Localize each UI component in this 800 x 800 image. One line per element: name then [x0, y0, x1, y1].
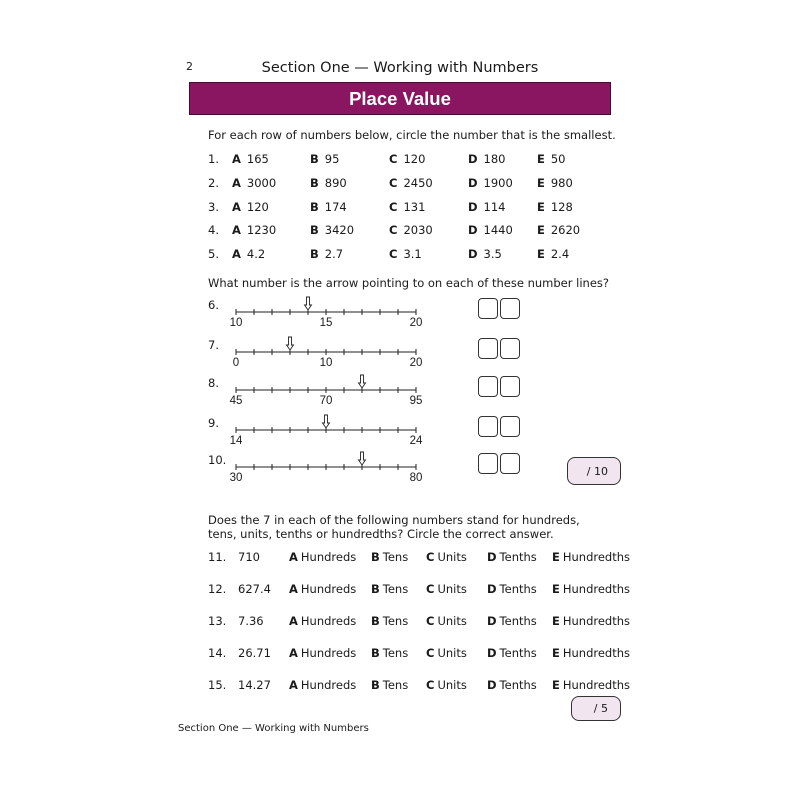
option-value: 980 — [550, 176, 573, 190]
question-value: 14.27 — [238, 678, 271, 692]
option-value: 2.4 — [550, 247, 570, 261]
option-letter: A — [232, 176, 241, 190]
question-number: 15. — [208, 678, 227, 692]
number-line-tick-label: 45 — [229, 395, 243, 407]
number-line-tick-label: 10 — [229, 317, 243, 329]
answer-option[interactable] — [289, 678, 356, 692]
option-letter: A — [289, 582, 298, 596]
answer-option[interactable] — [552, 582, 630, 596]
answer-option[interactable] — [468, 152, 506, 166]
answer-digit-box[interactable] — [500, 338, 520, 359]
option-letter: D — [487, 582, 497, 596]
answer-digit-box[interactable] — [500, 416, 520, 437]
option-letter: D — [487, 614, 497, 628]
option-text: Hundredths — [562, 582, 631, 596]
answer-option[interactable] — [371, 678, 408, 692]
option-value: 1440 — [483, 223, 513, 237]
question-number: 5. — [208, 247, 219, 261]
number-line-question-number: 8. — [208, 376, 219, 390]
answer-option[interactable] — [389, 247, 422, 261]
answer-option[interactable] — [468, 247, 502, 261]
answer-option[interactable] — [371, 646, 408, 660]
option-letter: C — [426, 582, 435, 596]
score-text-part2: / 10 — [586, 464, 608, 478]
option-letter: E — [552, 646, 560, 660]
option-value: 50 — [550, 152, 566, 166]
option-text: Tens — [382, 582, 409, 596]
option-text: Hundredths — [562, 614, 631, 628]
answer-option[interactable] — [310, 247, 343, 261]
option-letter: C — [389, 247, 398, 261]
option-letter: D — [487, 550, 497, 564]
option-text: Tenths — [499, 582, 537, 596]
answer-box-pair[interactable] — [478, 416, 520, 437]
option-letter: C — [389, 152, 398, 166]
number-line-tick-label: 30 — [229, 472, 243, 484]
option-letter: A — [232, 152, 241, 166]
option-letter: B — [310, 176, 319, 190]
score-box-part3 — [571, 696, 621, 721]
question-number: 13. — [208, 614, 227, 628]
answer-option[interactable] — [232, 152, 269, 166]
option-value: 3000 — [246, 176, 277, 190]
option-letter: E — [537, 200, 545, 214]
option-value: 2.7 — [324, 247, 344, 261]
option-letter: C — [426, 550, 435, 564]
answer-option[interactable] — [389, 200, 425, 214]
answer-option[interactable] — [537, 200, 573, 214]
number-line-question-number: 7. — [208, 338, 219, 352]
option-text: Units — [437, 646, 467, 660]
option-letter: A — [289, 614, 298, 628]
option-text: Units — [437, 614, 467, 628]
answer-box-pair[interactable] — [478, 453, 520, 474]
answer-option[interactable] — [468, 200, 506, 214]
answer-option[interactable] — [232, 176, 276, 190]
answer-digit-box[interactable] — [500, 376, 520, 397]
option-value: 3420 — [324, 223, 355, 237]
answer-digit-box[interactable] — [478, 298, 498, 319]
option-letter: C — [389, 200, 398, 214]
option-letter: A — [232, 247, 241, 261]
answer-option[interactable] — [426, 646, 467, 660]
answer-option[interactable] — [232, 223, 276, 237]
option-letter: C — [426, 646, 435, 660]
answer-digit-box[interactable] — [500, 453, 520, 474]
option-value: 120 — [403, 152, 426, 166]
option-letter: C — [426, 614, 435, 628]
answer-option[interactable] — [389, 152, 425, 166]
answer-option[interactable] — [552, 646, 630, 660]
option-text: Tens — [382, 614, 409, 628]
option-letter: A — [289, 646, 298, 660]
answer-option[interactable] — [310, 223, 354, 237]
option-text: Units — [437, 550, 467, 564]
answer-option[interactable] — [487, 646, 537, 660]
answer-option[interactable] — [426, 614, 467, 628]
question-number: 4. — [208, 223, 219, 237]
option-text: Tens — [382, 646, 409, 660]
option-letter: B — [371, 646, 380, 660]
answer-option[interactable] — [371, 550, 408, 564]
answer-option[interactable] — [426, 550, 467, 564]
answer-option[interactable] — [310, 200, 347, 214]
option-letter: B — [310, 200, 319, 214]
answer-option[interactable] — [289, 646, 356, 660]
option-value: 3.1 — [403, 247, 422, 261]
number-line-question-number: 10. — [208, 453, 227, 467]
question-number: 14. — [208, 646, 227, 660]
option-text: Hundreds — [300, 678, 357, 692]
part3-instruction-line1: Does the 7 in each of the following numbers stand for hundreds, — [208, 513, 580, 527]
option-letter: B — [310, 223, 319, 237]
answer-option[interactable] — [426, 582, 467, 596]
option-letter: E — [552, 582, 560, 596]
part2-instruction: What number is the arrow pointing to on each of these number lines? — [208, 276, 609, 290]
answer-option[interactable] — [468, 223, 513, 237]
answer-option[interactable] — [426, 678, 467, 692]
answer-option[interactable] — [232, 200, 269, 214]
option-letter: E — [537, 223, 545, 237]
option-letter: E — [552, 678, 560, 692]
number-line-question-number: 6. — [208, 298, 219, 312]
option-text: Hundreds — [300, 582, 357, 596]
number-line-tick-label: 20 — [409, 317, 423, 329]
part3-instruction-line2: tens, units, tenths or hundredths? Circle the correct answer. — [208, 527, 554, 541]
option-letter: B — [310, 152, 319, 166]
page-title-banner: Place Value — [189, 82, 611, 115]
number-line-question-number: 9. — [208, 416, 219, 430]
answer-option[interactable] — [552, 678, 630, 692]
number-line-tick-label: 20 — [409, 357, 423, 369]
answer-option[interactable] — [310, 152, 339, 166]
answer-option[interactable] — [232, 247, 265, 261]
answer-box-pair[interactable] — [478, 376, 520, 397]
answer-option[interactable] — [537, 247, 569, 261]
question-number: 1. — [208, 152, 219, 166]
option-letter: B — [371, 678, 380, 692]
answer-box-pair[interactable] — [478, 298, 520, 319]
answer-option[interactable] — [389, 176, 433, 190]
answer-option[interactable] — [537, 223, 580, 237]
answer-digit-box[interactable] — [478, 453, 498, 474]
answer-option[interactable] — [552, 614, 630, 628]
option-letter: E — [537, 247, 545, 261]
option-letter: D — [468, 223, 478, 237]
option-value: 2450 — [403, 176, 433, 190]
option-value: 114 — [483, 200, 506, 214]
option-value: 2030 — [403, 223, 433, 237]
option-text: Units — [437, 678, 467, 692]
answer-option[interactable] — [487, 582, 537, 596]
option-letter: D — [468, 247, 478, 261]
option-value: 4.2 — [246, 247, 266, 261]
option-value: 131 — [403, 200, 426, 214]
answer-box-pair[interactable] — [478, 338, 520, 359]
number-line-tick-label: 0 — [232, 357, 240, 369]
down-arrow-icon — [287, 337, 294, 350]
option-letter: A — [232, 200, 241, 214]
option-text: Tenths — [499, 646, 537, 660]
option-text: Tens — [382, 678, 409, 692]
answer-option[interactable] — [552, 550, 630, 564]
option-value: 890 — [324, 176, 347, 190]
option-text: Hundredths — [562, 646, 631, 660]
option-text: Tenths — [499, 550, 537, 564]
number-line-tick-label: 95 — [409, 395, 423, 407]
footer-section-title: Section One — Working with Numbers — [178, 723, 369, 734]
option-text: Hundreds — [300, 614, 357, 628]
option-value: 95 — [324, 152, 340, 166]
option-value: 1230 — [246, 223, 277, 237]
option-value: 174 — [324, 200, 347, 214]
number-line-tick-label: 14 — [229, 435, 243, 447]
answer-option[interactable] — [310, 176, 347, 190]
answer-option[interactable] — [289, 550, 356, 564]
option-letter: E — [552, 550, 560, 564]
answer-option[interactable] — [487, 614, 537, 628]
option-text: Hundreds — [300, 550, 357, 564]
down-arrow-icon — [323, 415, 330, 428]
answer-digit-box[interactable] — [478, 416, 498, 437]
option-letter: A — [289, 678, 298, 692]
score-text-part3: / 5 — [593, 702, 608, 715]
answer-option[interactable] — [468, 176, 513, 190]
question-value: 7.36 — [238, 614, 264, 628]
down-arrow-icon — [305, 297, 312, 310]
score-box-part2 — [567, 457, 621, 485]
answer-option[interactable] — [371, 582, 408, 596]
answer-option[interactable] — [537, 152, 566, 166]
option-value: 128 — [550, 200, 573, 214]
option-value: 2620 — [550, 223, 581, 237]
question-value: 26.71 — [238, 646, 271, 660]
option-text: Hundredths — [562, 550, 631, 564]
question-number: 11. — [208, 550, 227, 564]
question-value: 627.4 — [238, 582, 271, 596]
option-letter: A — [232, 223, 241, 237]
option-letter: B — [371, 550, 380, 564]
option-letter: D — [487, 646, 497, 660]
number-line-tick-label: 15 — [319, 317, 333, 329]
option-letter: B — [371, 614, 380, 628]
option-letter: E — [537, 176, 545, 190]
option-letter: E — [552, 614, 560, 628]
answer-option[interactable] — [389, 223, 433, 237]
option-letter: C — [389, 223, 398, 237]
option-letter: D — [468, 152, 478, 166]
option-text: Tens — [382, 550, 409, 564]
answer-option[interactable] — [487, 550, 537, 564]
option-value: 165 — [246, 152, 269, 166]
answer-digit-box[interactable] — [500, 298, 520, 319]
question-number: 3. — [208, 200, 219, 214]
option-letter: D — [468, 200, 478, 214]
number-line-tick-label: 10 — [319, 357, 333, 369]
answer-option[interactable] — [289, 614, 356, 628]
option-letter: E — [537, 152, 545, 166]
number-line-10 — [228, 449, 428, 499]
answer-digit-box[interactable] — [478, 376, 498, 397]
option-value: 1900 — [483, 176, 513, 190]
answer-option[interactable] — [487, 678, 537, 692]
answer-option[interactable] — [289, 582, 356, 596]
option-value: 120 — [246, 200, 269, 214]
option-letter: B — [371, 582, 380, 596]
question-number: 2. — [208, 176, 219, 190]
number-line-tick-label: 80 — [409, 472, 423, 484]
part1-instruction: For each row of numbers below, circle the number that is the smallest. — [208, 128, 616, 142]
answer-option[interactable] — [371, 614, 408, 628]
question-number: 12. — [208, 582, 227, 596]
answer-option[interactable] — [537, 176, 573, 190]
option-letter: D — [487, 678, 497, 692]
option-letter: A — [289, 550, 298, 564]
option-letter: B — [310, 247, 319, 261]
option-text: Tenths — [499, 614, 537, 628]
option-letter: C — [389, 176, 398, 190]
option-value: 3.5 — [483, 247, 502, 261]
option-text: Hundreds — [300, 646, 357, 660]
question-value: 710 — [238, 550, 260, 564]
option-text: Tenths — [499, 678, 537, 692]
down-arrow-icon — [359, 452, 366, 465]
option-letter: D — [468, 176, 478, 190]
page-number: 2 — [186, 60, 193, 73]
down-arrow-icon — [359, 375, 366, 388]
section-heading: Section One — Working with Numbers — [261, 60, 539, 76]
option-text: Hundredths — [562, 678, 631, 692]
number-line-tick-label: 24 — [409, 435, 423, 447]
number-line-tick-label: 70 — [319, 395, 333, 407]
option-letter: C — [426, 678, 435, 692]
option-value: 180 — [483, 152, 506, 166]
option-text: Units — [437, 582, 467, 596]
answer-digit-box[interactable] — [478, 338, 498, 359]
